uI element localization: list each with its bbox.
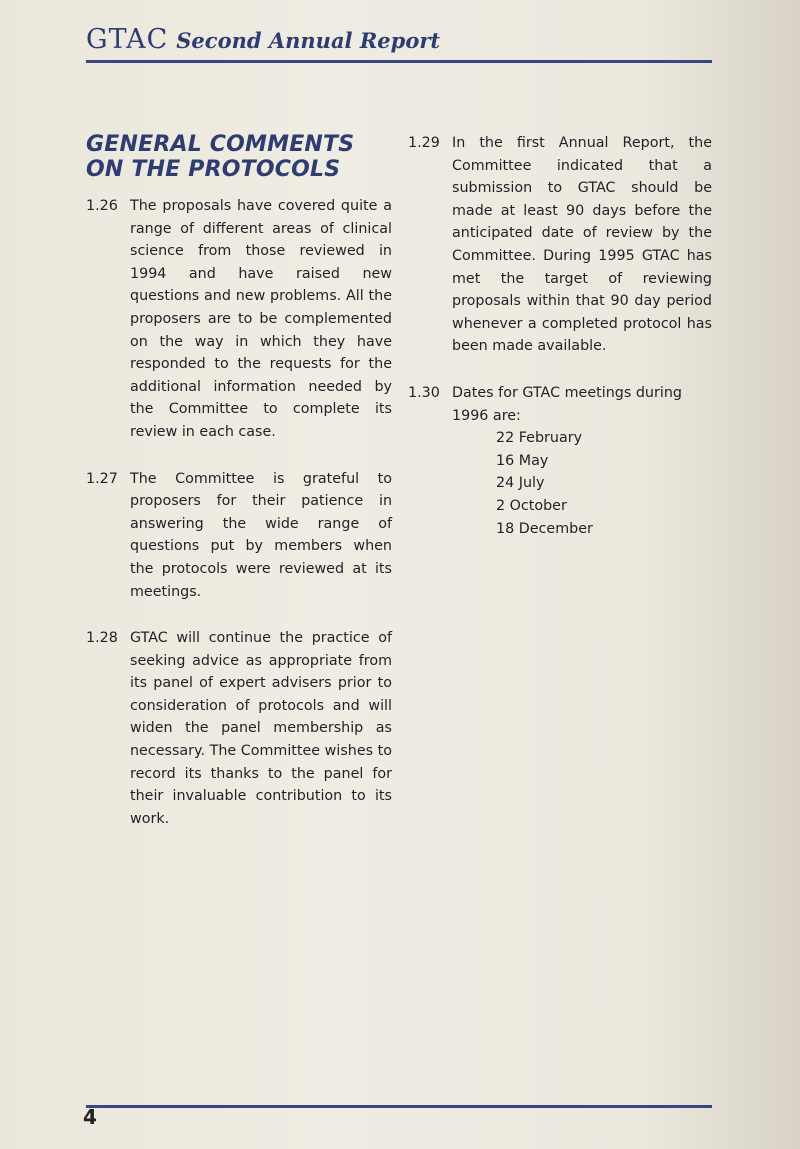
paragraph-1-30 <box>408 382 712 427</box>
footer-rule <box>86 1105 712 1108</box>
meeting-date: 16 May <box>496 452 549 469</box>
paragraph-1-26 <box>86 195 392 444</box>
paragraph-text: GTAC will continue the practice of seeking advice as appropriate from its panel of expert advisers prior to consideration of protocols and will widen the panel membership as necessary. The Committee wishes to record its thanks to the panel for their invaluable contribution to its work. <box>130 630 392 827</box>
meeting-date: 18 December <box>496 520 593 537</box>
paragraph-text: Dates for GTAC meetings during 1996 are: <box>452 384 682 424</box>
page-number: 4 <box>83 1105 97 1129</box>
paragraph-number: 1.29 <box>408 135 440 151</box>
paragraph-1-27 <box>86 468 392 604</box>
header-subtitle: Second Annual Report <box>176 28 441 53</box>
meeting-date: 22 February <box>496 430 583 447</box>
running-header <box>86 24 440 55</box>
meeting-date: 2 October <box>496 497 567 514</box>
paragraph-number: 1.27 <box>86 470 118 487</box>
meeting-date: 24 July <box>496 475 545 492</box>
left-column <box>86 132 392 854</box>
paragraph-text: In the first Annual Report, the Committee indicated that a submission to GTAC should be made at least 90 days before the anticipated date of review by the Committee. During 1995 GTAC has met the target of reviewing proposals within that 90 day period whenever a completed protocol has been made available. <box>452 135 712 355</box>
paragraph-text: The proposals have covered quite a range of different areas of clinical science from those reviewed in 1994 and have raised new questions and new problems. All the proposers are to be complemented on the way in which they have responded to the requests for the additional information needed by the Committee to complete its review in each case. <box>130 198 392 440</box>
paragraph-1-28 <box>86 627 392 830</box>
paragraph-number: 1.28 <box>86 630 118 647</box>
paragraph-text: The Committee is grateful to proposers for their patience in answering the wide range of questions put by members when the protocols were reviewed at its meetings. <box>130 470 392 600</box>
right-column <box>408 132 712 540</box>
paragraph-1-29 <box>408 132 712 358</box>
paragraph-number: 1.30 <box>408 384 440 401</box>
meeting-dates-list <box>408 427 712 540</box>
paragraph-number: 1.26 <box>86 198 118 214</box>
header-rule <box>86 60 712 63</box>
header-abbreviation: GTAC <box>86 24 169 55</box>
section-title: GENERAL COMMENTS ON THE PROTOCOLS <box>86 132 355 182</box>
